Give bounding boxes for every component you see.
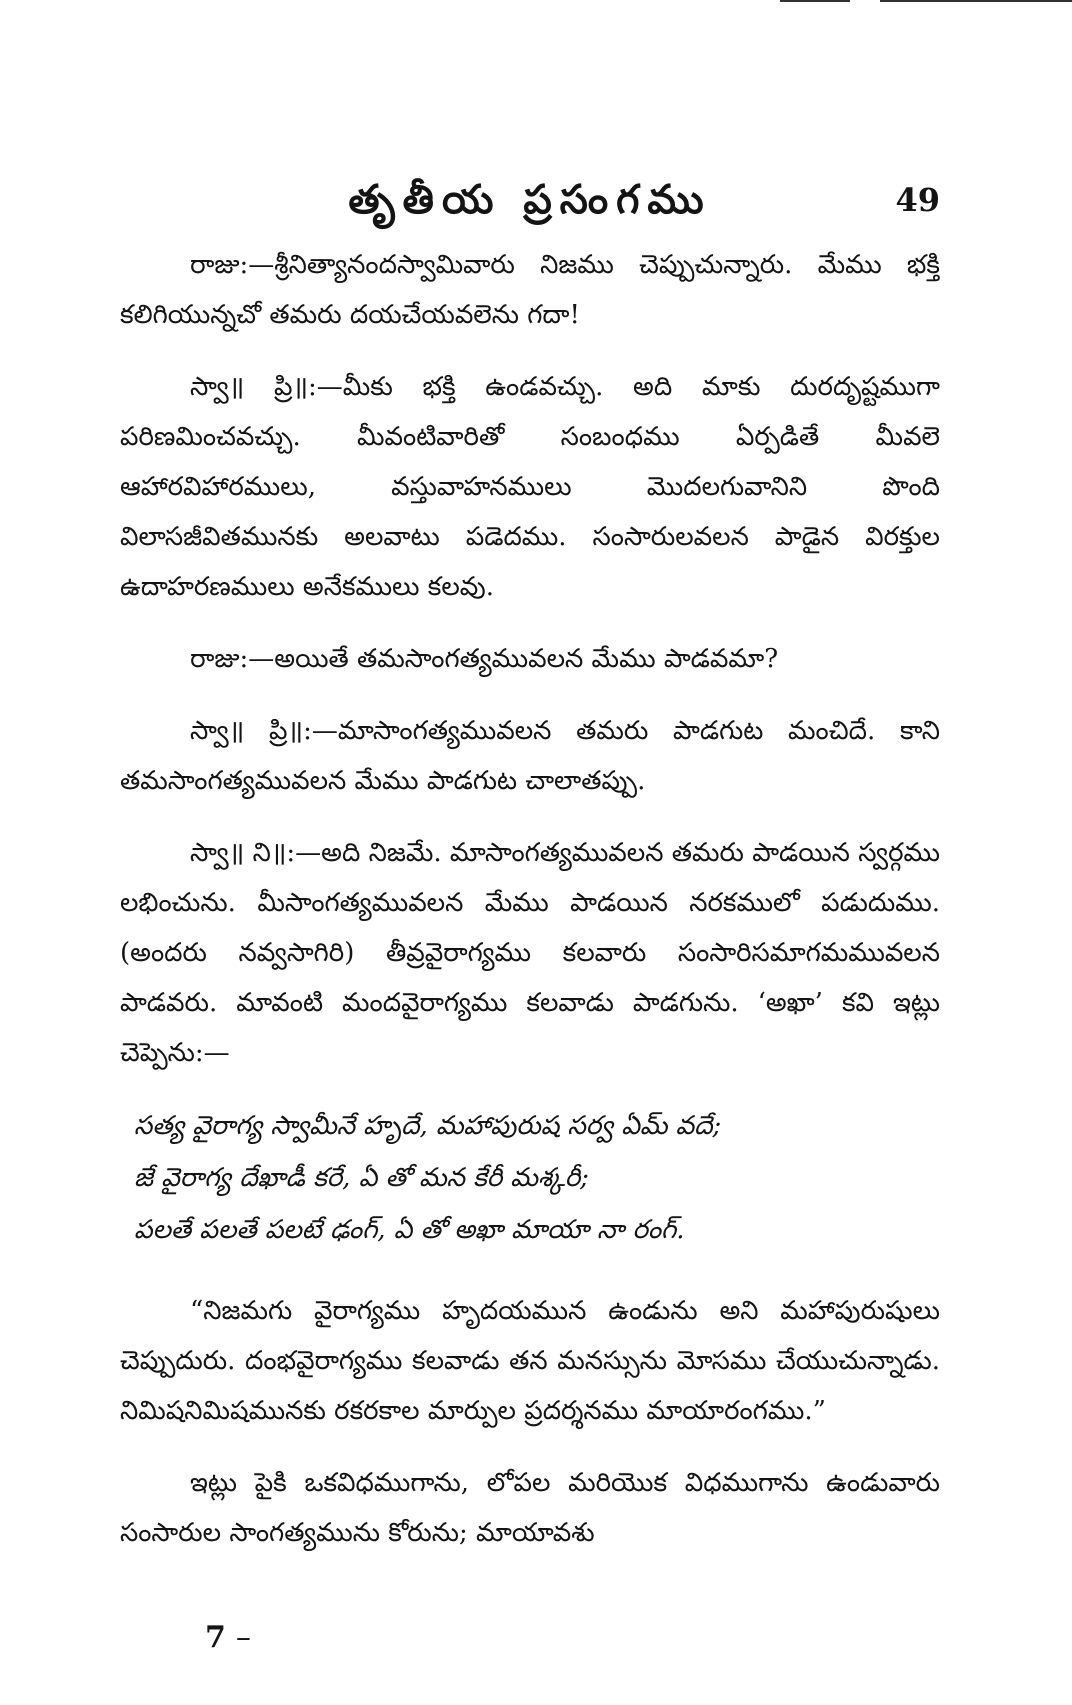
paragraph: రాజు:—శ్రీనిత్యానందస్వామివారు నిజము చెప్పుచున్నారు. మేము భక్తి కలిగియున్నచో తమరు దయచేయవలెను గదా! xyxy=(120,250,940,330)
page-header xyxy=(120,170,940,230)
page-body xyxy=(120,240,940,1580)
verse-line: పలతే పలతే పలటే ఢంగ్, ఏ తో అఖా మాయా నా రంగ్. xyxy=(134,1215,685,1245)
verse-line: జే వైరాగ్య దేఖాడీ కరే, ఏ తో మన కేరీ మశ్కరీ; xyxy=(134,1163,589,1193)
signature-dash: – xyxy=(235,1620,251,1655)
verse-block xyxy=(134,1100,940,1256)
top-rule-right xyxy=(880,0,1072,2)
top-rule-left xyxy=(780,0,850,2)
signature-mark xyxy=(205,1620,251,1655)
signature-number: 7 xyxy=(205,1620,226,1655)
chapter-title: తృతీయ ప్రసంగము xyxy=(348,176,712,223)
page-number: 49 xyxy=(895,181,940,219)
paragraph: ఇట్లు పైకి ఒకవిధముగాను, లోపల మరియొక విధముగాను ఉండువారు సంసారుల సాంగత్యమును కోరును; మాయావశు xyxy=(120,1468,940,1548)
paragraph: స్వా॥ ప్రి॥:—మాసాంగత్యమువలన తమరు పాడగుట మంచిదే. కాని తమసాంగత్యమువలన మేము పాడగుట చాలాతప్పు. xyxy=(120,716,940,796)
paragraph: “నిజమగు వైరాగ్యము హృదయమున ఉండును అని మహాపురుషులు చెప్పుదురు. దంభవైరాగ్యము కలవాడు తన మనస్సును మోసము చేయుచున్నాడు. నిమిషనిమిషమునకు రకరకాల మార్పుల ప్రదర్శనము మాయారంగము.” xyxy=(120,1296,940,1426)
verse-line: సత్య వైరాగ్య స్వామీనే హృదే, మహాపురుష సర్వ ఏమ్ వదే; xyxy=(134,1111,722,1141)
paragraph: రాజు:—అయితే తమసాంగత్యమువలన మేము పాడవమా? xyxy=(190,644,779,674)
paragraph: స్వా॥ ని॥:—అది నిజమే. మాసాంగత్యమువలన తమరు పాడయిన స్వర్గము లభించును. మీసాంగత్యమువలన మేము పాడయిన నరకములో పడుదుము. (అందరు నవ్వసాగిరి) తీవ్రవైరాగ్యము కలవారు సంసారిసమాగమమువలన పాడవరు. మావంటి మందవైరాగ్యము కలవాడు పాడగును. ‘అఖా’ కవి ఇట్లు చెప్పెను:— xyxy=(120,838,940,1068)
paragraph: స్వా॥ ప్రి॥:—మీకు భక్తి ఉండవచ్చు. అది మాకు దురదృష్టముగా పరిణమించవచ్చు. మీవంటివారితో సంబంధము ఏర్పడితే మీవలె ఆహారవిహారములు, వస్తువాహనములు మొదలగువానిని పొంది విలాసజీవితమునకు అలవాటు పడెదము. సంసారులవలన పాడైన విరక్తుల ఉదాహరణములు అనేకములు కలవు. xyxy=(120,372,940,602)
